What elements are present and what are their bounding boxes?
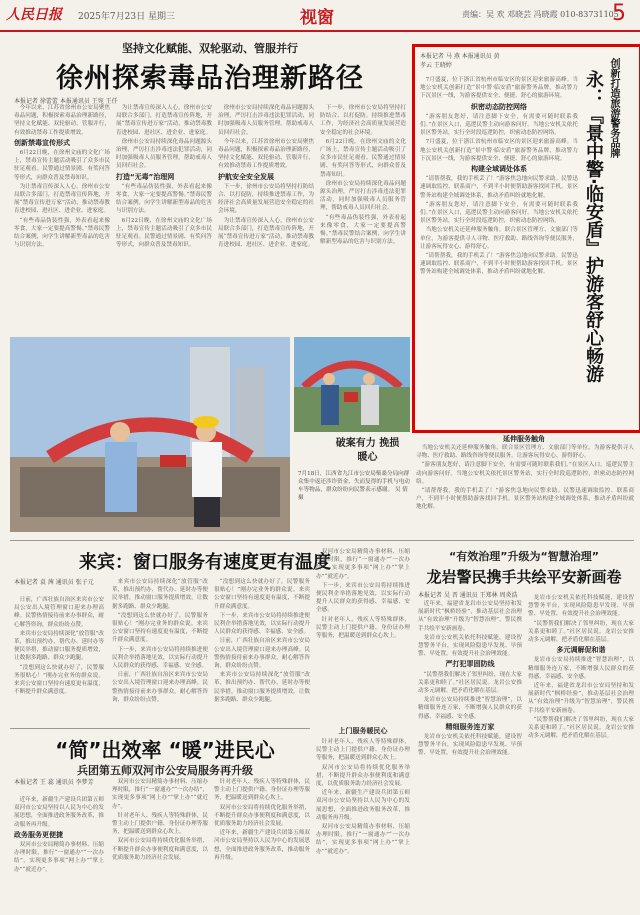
photo-illustration: [10, 337, 290, 532]
article-right-sub3: 延伸服务触角: [503, 435, 545, 443]
article4-col1: 近年来，新疆生产建设兵团第五师双河市公安局坚持以人民为中心的发展思想，全面推进政务服务改革，推动服务再升级。 政务服务更便捷 双河市公安局精简办事材料、压缩办理时限，推行“一窗通办”“一次办结”，实现更多事项“网上办”“掌上办”“就近办”。: [14, 797, 104, 873]
article-right-side-kicker: 创新打造旅游警务品牌: [608, 58, 619, 158]
article4-title: “简”出效率 “暖”进民心: [55, 738, 275, 762]
article3-col1: 日前，广西壮族自治区来宾市公安局公安出入境管理窗口迎来办理高峰。民警热情接待前来办事群众，耐心解答咨询，群众纷纷点赞。 来宾市公安局持续深化“放管服”改革，推出预约办、帮代办、延时办等便民举措，推动窗口服务提质增效，让数据多跑路、群众少跑腿。 “没想到这么快就办好了，民警服务很贴心！”刚办完业务的群众说。来宾公安窗口坚持有速度更有温度，不断提升群众满意度。: [14, 597, 104, 696]
article4-col3: 针对老年人、残疾人等特殊群体，民警主动上门提供户籍、身份证办理等服务，把温暖送到群众心坎上。 双河市公安局将持续优化服务举措，不断提升群众办事便利度和满意度，以优质服务助力经济社会发展。 近年来，新疆生产建设兵团第五师双河市公安局坚持以人民为中心的发展思想，全面推进政务服务改革，推动服务再升级。: [214, 779, 310, 861]
middle-col-bottom: 针对老年人、残疾人等特殊群体，民警主动上门提供户籍、身份证办理等服务，把温暖送到群众心坎上。 双河市公安局将持续优化服务举措，不断提升群众办事便利度和满意度，以优质服务助力经济社会发展。 近年来，新疆生产建设兵团第五师双河市公安局坚持以人民为中心的发展思想，全面推进政务服务改革，推动服务再升级。 双河市公安局精简办事材料、压缩办理时限，推行“一窗通办”“一次办结”，实现更多事项“网上办”“掌上办”“就近办”。: [316, 739, 410, 855]
article4-byline: 本报记者 王 蕊 通讯员 李梦芳: [14, 779, 94, 786]
article3-title: 来宾：窗口服务有速度更有温度: [79, 552, 331, 573]
photo-return-items: [10, 337, 290, 532]
article3-col2: 来宾市公安局持续深化“放管服”改革，推出预约办、帮代办、延时办等便民举措，推动窗口服务提质增效，让数据多跑路、群众少跑腿。 “没想到这么快就办好了，民警服务很贴心！”刚办完业务的群众说。来宾公安窗口坚持有速度更有温度，不断提升群众满意度。 下一步，来宾市公安局将持续推进便民利企举措落地见效，以实际行动提升人民群众的获得感、幸福感、安全感。 日前，广西壮族自治区来宾市公安局公安出入境管理窗口迎来办理高峰。民警热情接待前来办事群众，耐心解答咨询，群众纷纷点赞。: [112, 579, 208, 703]
newspaper-logo: 人民日报: [6, 7, 62, 23]
photo-citizens-thanks: [294, 337, 410, 432]
article1-title: 徐州探索毒品治理新路径: [56, 63, 364, 94]
editors-line: 责编：吴 欢 邓晓芸 冯晓霞 010-83731105: [462, 10, 619, 19]
divider-2: [10, 728, 310, 729]
article1-byline: 本报记者 徐蕾蕾 本报通讯员 王宛 王仟: [14, 98, 118, 105]
article3-col3: “没想到这么快就办好了，民警服务很贴心！”刚办完业务的群众说。来宾公安窗口坚持有速度更有温度，不断提升群众满意度。 下一步，来宾市公安局将持续推进便民利企举措落地见效，以实际行动提升人民群众的获得感、幸福感、安全感。 日前，广西壮族自治区来宾市公安局公安出入境管理窗口迎来办理高峰。民警热情接待前来办事群众，耐心解答咨询，群众纷纷点赞。 来宾市公安局持续深化“放管服”改革，推出预约办、帮代办、延时办等便民举措，推动窗口服务提质增效，让数据多跑路、群众少跑腿。: [214, 579, 310, 703]
divider: [10, 540, 634, 541]
article5-col1: 近年来，福建省龙岩市公安局坚持和发展新时代“枫桥经验”，推动基层社会治理从“有效治理”升级为“智慧治理”，警民携手共绘平安新画卷。 龙岩市公安机关依托科技赋能，建设智慧警务平台，实现风险隐患早发现、早预警、早处置，有效提升社会治理效能。 严打犯罪固防线 “民警帮我们解决了邻里纠纷，现在大家关系更和睦了。”社区居民说。龙岩公安推动多元调解，把矛盾化解在基层。 龙岩市公安局持续推进“智慧治理”，以精细服务连万家，不断增强人民群众的获得感、幸福感、安全感。 精细服务连万家 龙岩市公安机关依托科技赋能，建设智慧警务平台，实现风险隐患早发现、早预警、早处置，有效提升社会治理效能。: [418, 601, 522, 757]
article5-kicker: “有效治理”升级为“智慧治理”: [449, 550, 599, 563]
article1-col2: 为让禁毒宣传深入人心，徐州市公安局联合多部门，打造禁毒宣传阵地，开展“禁毒宣传进万家”活动，推动禁毒教育进校园、进社区、进企业、进家庭。 徐州市公安局持续深化毒品问题源头治理，严厉打击涉毒违法犯罪活动，同时加强吸毒人员服务管理，帮助戒毒人员回归社会。 打造“无毒”治理网 “有些毒品伪装性强，外表看起来像零食，大家一定要提高警惕。”禁毒民警结合案例，向学生讲解新型毒品的危害与识别方法。 6月22日晚，在徐州文庙的文化广场上，禁毒宣传主题活动吸引了众多市民驻足观看。民警通过情景剧、有奖问答等形式，向群众普及禁毒知识。: [116, 105, 212, 249]
article-right-byline: 本报记者 马 燕 本报通讯员 黄孝云 王晓婷: [420, 53, 500, 69]
article4-col2: 双河市公安局精简办事材料、压缩办理时限，推行“一窗通办”“一次办结”，实现更多事项“网上办”“掌上办”“就近办”。 针对老年人、残疾人等特殊群体，民警主动上门提供户籍、身份证办理等服务，把温暖送到群众心坎上。 双河市公安局将持续优化服务举措，不断提升群众办事便利度和满意度，以优质服务助力经济社会发展。: [112, 779, 208, 861]
article5-byline: 本报记者 吴 晋 通讯员 王郑林 周炎浩: [418, 592, 518, 599]
issue-date: 2025年7月23日 星期三: [78, 12, 175, 22]
page-number: 5: [612, 1, 626, 26]
article4-kicker: 兵团第五师双河市公安局服务再升级: [77, 764, 253, 777]
photo-illustration-2: [294, 337, 410, 432]
article1-col1: 今年以来，江苏省徐州市公安局聚焦毒品问题，积极探索毒品治理新路径，坚持文化赋能、双轮驱动、管服并行，有效推动禁毒工作提质增效。 创新禁毒宣传形式 6月22日晚，在徐州文庙的文化广场上，禁毒宣传主题活动吸引了众多市民驻足观看。民警通过情景剧、有奖问答等形式，向群众普及禁毒知识。 为让禁毒宣传深入人心，徐州市公安局联合多部门，打造禁毒宣传阵地，开展“禁毒宣传进万家”活动，推动禁毒教育进校园、进社区、进企业、进家庭。 “有些毒品伪装性强，外表看起来像零食，大家一定要提高警惕。”禁毒民警结合案例，向学生讲解新型毒品的危害与识别方法。: [14, 105, 110, 249]
article3-byline: 本报记者 袁 茜 通讯员 张子元: [14, 579, 94, 586]
article-right-continued: 当地公安机关还延伸服务触角，联合景区管理方、文旅部门等单位，为游客提供寻人寻物、医疗救助、路线咨询等便民服务，让游客玩得安心、游得舒心。 “游客朋友您好，请注意脚下安全，有需要可随时联系我们。”在景区入口，巡逻民警主动向游客问好。当地公安机关依托景区警务站，实行全时段巡逻防控，织密动态防控网络。 “请帮帮我，我的手机丢了！”游客焦急地向民警求助。民警迅速调取监控、联系商户，不到半小时便帮助游客找回手机。景区警务站构建全域调处体系，推动矛盾纠纷就地化解。: [416, 445, 634, 511]
section-title: 视窗: [300, 8, 334, 28]
article5-col2: 龙岩市公安机关依托科技赋能，建设智慧警务平台，实现风险隐患早发现、早预警、早处置，有效提升社会治理效能。 “民警帮我们解决了邻里纠纷，现在大家关系更和睦了。”社区居民说。龙岩公安推动多元调解，把矛盾化解在基层。 多元调解促和谐 龙岩市公安局持续推进“智慧治理”，以精细服务连万家，不断增强人民群众的获得感、幸福感、安全感。 近年来，福建省龙岩市公安局坚持和发展新时代“枫桥经验”，推动基层社会治理从“有效治理”升级为“智慧治理”，警民携手共绘平安新画卷。 “民警帮我们解决了邻里纠纷，现在大家关系更和睦了。”社区居民说。龙岩公安推动多元调解，把矛盾化解在基层。: [528, 595, 634, 740]
article-right-title: 永：『景中警·临安盾』护游客舒心畅游: [583, 70, 604, 383]
article5-title: 龙岩警民携手共绘平安新画卷: [426, 568, 622, 586]
photo-caption-title: 破案有力 挽损暖心: [335, 438, 400, 463]
article1-col4: 下一步，徐州市公安局将坚持打防结合、以打促防，持续推进禁毒工作，为经济社会高质量发展营造安全稳定的社会环境。 6月22日晚，在徐州文庙的文化广场上，禁毒宣传主题活动吸引了众多市民驻足观看。民警通过情景剧、有奖问答等形式，向群众普及禁毒知识。 徐州市公安局持续深化毒品问题源头治理，严厉打击涉毒违法犯罪活动，同时加强吸毒人员服务管理，帮助戒毒人员回归社会。 “有些毒品伪装性强，外表看起来像零食，大家一定要提高警惕。”禁毒民警结合案例，向学生讲解新型毒品的危害与识别方法。: [320, 105, 406, 246]
photo-caption-text: 7月18日，江西省九江市公安局柴桑分局向群众集中返还涉诈资金、失而复得的手机与电动车等物品，群众纷纷向民警表示感谢。 吴 倩摄: [298, 471, 410, 501]
article4-sub2: 上门服务暖民心: [338, 727, 388, 735]
article1-kicker: 坚持文化赋能、双轮驱动、管服并行: [122, 42, 298, 55]
article-right-body: 7月盛夏，位于浙江省杭州市临安区的景区迎来旅游高峰。当地公安机关创新打造“景中警·临安盾”旅游警务品牌，推动警力下沉景区一线，为游客提供安全、便捷、舒心的旅游环境。 织密动态防控网络 “游客朋友您好，请注意脚下安全，有需要可随时联系我们。”在景区入口，巡逻民警主动向游客问好。当地公安机关依托景区警务站，实行全时段巡逻防控，织密动态防控网络。 7月盛夏，位于浙江省杭州市临安区的景区迎来旅游高峰。当地公安机关创新打造“景中警·临安盾”旅游警务品牌，推动警力下沉景区一线，为游客提供安全、便捷、舒心的旅游环境。 构建全域调处体系 “请帮帮我，我的手机丢了！”游客焦急地向民警求助。民警迅速调取监控、联系商户，不到半小时便帮助游客找回手机。景区警务站构建全域调处体系，推动矛盾纠纷就地化解。 “游客朋友您好，请注意脚下安全，有需要可随时联系我们。”在景区入口，巡逻民警主动向游客问好。当地公安机关依托景区警务站，实行全时段巡逻防控，织密动态防控网络。 当地公安机关还延伸服务触角，联合景区管理方、文旅部门等单位，为游客提供寻人寻物、医疗救助、路线咨询等便民服务，让游客玩得安心、游得舒心。 “请帮帮我，我的手机丢了！”游客焦急地向民警求助。民警迅速调取监控、联系商户，不到半小时便帮助游客找回手机。景区警务站构建全域调处体系，推动矛盾纠纷就地化解。: [420, 77, 578, 276]
article1-col3: 徐州市公安局持续深化毒品问题源头治理，严厉打击涉毒违法犯罪活动，同时加强吸毒人员服务管理，帮助戒毒人员回归社会。 今年以来，江苏省徐州市公安局聚焦毒品问题，积极探索毒品治理新路径，坚持文化赋能、双轮驱动、管服并行，有效推动禁毒工作提质增效。 护航安全安全发展 下一步，徐州市公安局将坚持打防结合、以打促防，持续推进禁毒工作，为经济社会高质量发展营造安全稳定的社会环境。 为让禁毒宣传深入人心，徐州市公安局联合多部门，打造禁毒宣传阵地，开展“禁毒宣传进万家”活动，推动禁毒教育进校园、进社区、进企业、进家庭。: [218, 105, 314, 249]
middle-col-top: 双河市公安局精简办事材料、压缩办理时限，推行“一窗通办”“一次办结”，实现更多事项“网上办”“掌上办”“就近办”。 下一步，来宾市公安局将持续推进便民利企举措落地见效，以实际行动提升人民群众的获得感、幸福感、安全感。 针对老年人、残疾人等特殊群体，民警主动上门提供户籍、身份证办理等服务，把温暖送到群众心坎上。: [316, 549, 410, 640]
